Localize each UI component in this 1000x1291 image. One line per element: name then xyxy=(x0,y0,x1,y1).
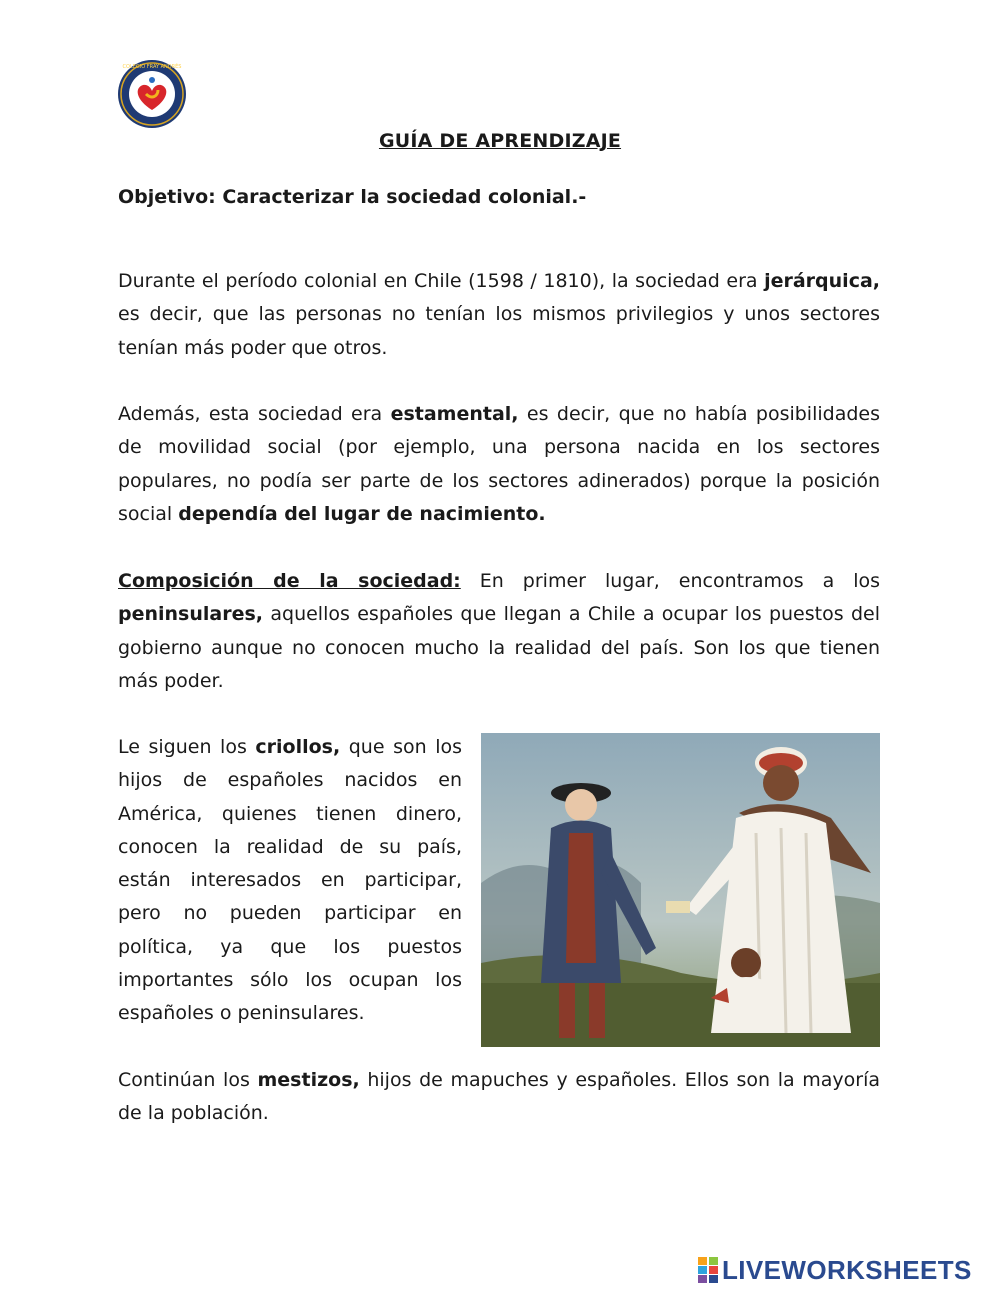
text: hijos de mapuches y españoles. Ellos son la mayoría de la población. xyxy=(118,1069,881,1125)
keyword-criollos: criollos, xyxy=(255,736,341,758)
paragraph-jerarquica xyxy=(118,265,880,365)
text: Continúan los xyxy=(118,1069,258,1091)
keyword-nacimiento: dependía del lugar de nacimiento. xyxy=(178,502,546,525)
composicion-heading: Composición de la sociedad: xyxy=(118,570,461,592)
text: En primer lugar, encontramos a los xyxy=(460,570,881,592)
text: aquellos españoles que llegan a Chile a ocupar los puestos del gobierno aunque no conocen mucho la realidad del país. Son los que tienen más poder. xyxy=(118,603,880,692)
text: Le siguen los xyxy=(118,736,256,758)
text: Durante el período colonial en Chile (1598 / 1810), la sociedad era xyxy=(118,270,765,292)
objective: Objetivo: Caracterizar la sociedad colonial.- xyxy=(118,186,587,208)
paragraph-criollos xyxy=(118,731,462,1031)
brand-text: LIVEWORKSHEETS xyxy=(722,1254,972,1285)
paragraph-estamental xyxy=(118,398,880,531)
page-title: GUÍA DE APRENDIZAJE xyxy=(378,130,622,152)
text: Además, esta sociedad era xyxy=(118,403,391,425)
text: es decir, que las personas no tenían los mismos privilegios y unos sectores tenían más poder que otros. xyxy=(118,303,880,359)
colonial-painting xyxy=(481,733,880,1047)
logo-ring-text: COLEGIO FRAY ANDRÉS xyxy=(122,64,182,70)
paragraph-composicion xyxy=(118,565,880,698)
keyword-peninsulares: peninsulares, xyxy=(118,603,264,626)
keyword-mestizos: mestizos, xyxy=(257,1069,360,1091)
school-logo xyxy=(116,58,188,130)
keyword-estamental: estamental, xyxy=(390,403,519,425)
paragraph-mestizos xyxy=(118,1064,880,1131)
liveworksheets-brand[interactable] xyxy=(697,1254,972,1286)
text: que son los hijos de españoles nacidos en América, quienes tienen dinero, conocen la realidad de su país, están interesados en participar, pero no pueden participar en política, ya que los puestos importantes sólo los ocupan los españoles o peninsulares. xyxy=(118,736,462,1025)
liveworksheets-icon xyxy=(697,1256,719,1284)
text: es decir, que no había posibilidades de movilidad social (por ejemplo, una persona nacida en los sectores populares, no podía ser parte de los sectores adinerados) porque la posición social xyxy=(118,403,880,525)
keyword-jerarquica: jerárquica, xyxy=(764,270,880,292)
